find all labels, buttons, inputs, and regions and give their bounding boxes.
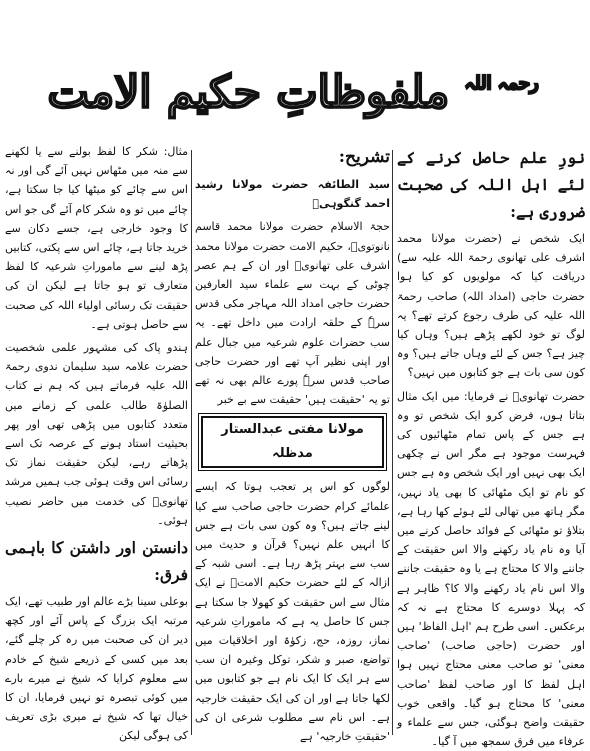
section-heading: تشریح: xyxy=(338,147,390,167)
paragraph: ایک شخص نے (حضرت مولانا محمد اشرف علی تھانوی رحمۃ اللہ علیہ سے) دریافت کیا کہ مولویوں کو کیا ہوا حضرت حاجی (امداد اللہ) صاحب رحمۃ اللہ علیہ کی طرف رجوع کرتے تھے؟ یہ لوگ تو خود لکھے پڑھے ہیں؟ وہاں کیا چیز ہے؟ جس کے لئے وہاں جاتے ہیں؟ وہ کون سی بات ہے جو کتابوں میں نہیں؟ xyxy=(397,232,585,380)
section-heading: نورِ علم حاصل کرنے کے لئے اہل اللہ کی صحبت ضروری ہے: xyxy=(397,148,585,221)
masthead-title xyxy=(47,67,542,118)
paragraph: بوعلی سینا بڑے عالم اور طبیب تھے، ایک مرتبہ ایک بزرگ کے پاس آئے اور کچھ دیر ان کی صحبت میں رہ کر چلے گئے، بعد میں کسی کے ذریعے شیخ کے خادم سے معلوم کرایا کہ شیخ نے میرے بارے میں کوئی تبصرہ تو نہیں فرمایا، ان کا خیال تھا کہ شیخ نے میری بڑی تعریف کی ہوگی لیکن xyxy=(5,595,188,743)
paragraph: لوگوں کو اس پر تعجب ہوتا کہ ایسے علمائے کرام حضرت حاجی صاحب سے کیا لینے جاتے ہیں؟ وہ کون سی بات ہے جس کا انہیں علم نہیں؟ قرآن و حدیث میں سب سے بہتر پڑھ رہا ہے۔ اسی شبہ کے ازالہ کے لئے حضرت حکیم الامتؒ نے ایک مثال سے اس حقیقت کو کھولا جا سکتا ہے جس کا حاصل یہ ہے کہ ماموراتِ شرعیہ نماز، روزہ، حج، زکوٰۃ اور اخلاقیات میں تواضع، صبر و شکر، توکل وغیرہ ان سب سے ہر ایک کا ایک نام ہے جو کتابوں میں لکھا جاتا ہے اور ان کی ایک حقیقت خارجیہ ہے۔ اس نام سے مطلوب شرعی ان کی 'حقیقتِ خارجیہ' ہے xyxy=(195,480,390,744)
attribution: سید الطائفہ حضرت مولانا رشید احمد گنگوہیؒ xyxy=(195,178,390,211)
right-column xyxy=(397,142,585,749)
section-heading: دانستن اور داشتن کا باہمی فرق: xyxy=(5,538,188,585)
middle-column xyxy=(195,142,390,744)
column-divider xyxy=(392,150,393,735)
author-name-box: مولانا مفتی عبدالستار مدظلہ xyxy=(201,416,384,468)
left-column xyxy=(5,142,188,743)
paragraph: حجۃ الاسلام حضرت مولانا محمد قاسم نانوتویؒ، حکیم الامت حضرت مولانا محمد اشرف علی تھانویؒ اور ان کے ہم عصر چوٹی کے بہت سے علماء سید العارفین حضرت حاجی امداد اللہ مہاجر مکی قدس سرہٗ کے حلقہ ارادت میں داخل تھے۔ یہ سب حضرات علوم شرعیہ میں جبال علم اور اپنی نظیر آپ تھے اور حضرت حاجی صاحب قدس سرہٗ پورے عالم بھی نہ تھے تو یہ 'حقیقت ہیں' حقیقت سے بے خبر xyxy=(195,220,390,407)
masthead xyxy=(47,45,539,140)
masthead-title-text: ملفوظاتِ حکیم الامت xyxy=(47,67,450,118)
paragraph: ہندو پاک کی مشہور علمی شخصیت حضرت علامہ سید سلیمان ندوی رحمۃ اللہ علیہ فرماتے ہیں کہ ہم نے کتاب الصلوٰۃ طالب علمی کے زمانے میں متعدد کتابوں میں پڑھی تھی اور پھر بحیثیت استاد ہونے کے عرصہ تک اسے پڑھاتے رہے، لیکن حقیقت نماز تک رسائی اس وقت ہوئی جب ہمیں مرشد تھانویؒ کی خدمت میں حاضر نصیب ہوئی۔ xyxy=(5,341,188,527)
paragraph: مثال: شکر کا لفظ بولنے سے یا لکھنے سے منہ میں مٹھاس نہیں آئے گی اور نہ اس سے چائے کو میٹھا کیا جا سکتا ہے، چائے میں تو وہ شکر کام آئے گی جو اس کا وجود خارجی ہے، جسے دکان سے خرید جاتا ہے، چائے اس سے پکتی، کتابیں پڑھ لینے سے ماموراتِ شرعیہ کا لفظ متعارف تو ہو جاتا ہے لیکن ان کی حقیقت تک رسائی اولیاء اللہ کی صحبت سے حاصل ہوتی ہے۔ xyxy=(5,145,188,331)
paragraph: حضرت تھانویؒ نے فرمایا: میں ایک مثال بتاتا ہوں، فرض کرو ایک شخص تو وہ ہے جس کے پاس تمام مٹھائیوں کی فہرست موجود ہے مگر اس نے چکھی ایک بھی نہیں اور ایک شخص وہ ہے جس کو نام تو ایک مٹھائی کا بھی یاد نہیں، مگر ہاتھ میں تھالی لئے ہوئے کھا رہا ہے، بتلاؤ تو مٹھائی کے فوائد حاصل کرنے میں آیا وہ نام یاد رکھنے والا اس حقیقت کے جاننے والا کا محتاج ہے یا وہ حقیقت جاننے والا اس نام یاد رکھنے والا کا؟ ظاہر ہے کہ پہلا دوسرے کا محتاج ہے نہ کہ برعکس۔ اسی طرح ہم 'اہل الفاظ' ہیں اور حضرت (حاجی صاحب) 'صاحب معنی' تو صاحب معنی محتاج نہیں ہوا اہل لفظ کا اور صاحب لفظ 'صاحب معنی' کا محتاج ہو گیا۔ واقعی خوب حقیقت واضح ہوگئی، جس سے علماء و عرفاء میں فرق سمجھ میں آ گیا۔ xyxy=(397,389,585,749)
column-divider xyxy=(191,150,192,735)
masthead-honorific: رحمہ اللہ xyxy=(464,73,539,94)
